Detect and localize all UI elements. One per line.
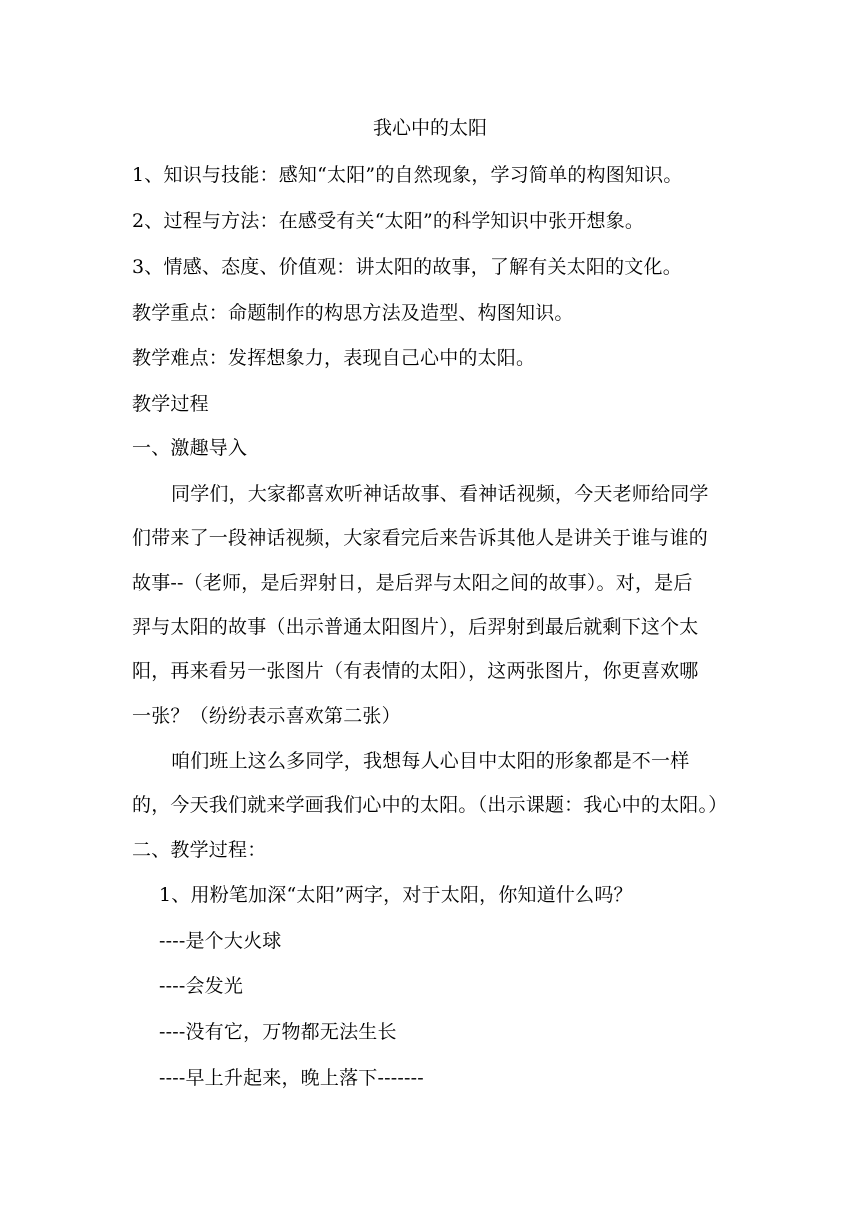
section-heading-process: 教学过程 bbox=[132, 393, 209, 415]
answer-line: ----是个大火球 bbox=[159, 930, 282, 952]
answer-line: ----早上升起来，晚上落下------- bbox=[159, 1067, 424, 1089]
section-heading-teaching-process: 二、教学过程： bbox=[132, 839, 267, 861]
document-title: 我心中的太阳 bbox=[372, 117, 487, 139]
paragraph-line: 羿与太阳的故事（出示普通太阳图片），后羿射到最后就剩下这个太 bbox=[132, 616, 699, 638]
paragraph-line: 们带来了一段神话视频，大家看完后来告诉其他人是讲关于谁与谁的 bbox=[132, 527, 709, 549]
teaching-key-point: 教学重点：命题制作的构思方法及造型、构图知识。 bbox=[132, 302, 574, 324]
paragraph-line: 故事--（老师，是后羿射日，是后羿与太阳之间的故事）。对，是后 bbox=[132, 572, 693, 594]
paragraph-line: 咱们班上这么多同学，我想每人心目中太阳的形象都是不一样 bbox=[171, 750, 690, 772]
objective-emotion-attitude: 3、情感、态度、价值观：讲太阳的故事，了解有关太阳的文化。 bbox=[132, 256, 682, 278]
paragraph-line: 的，今天我们就来学画我们心中的太阳。（出示课题：我心中的太阳。） bbox=[132, 794, 728, 816]
objective-process-method: 2、过程与方法：在感受有关“太阳”的科学知识中张开想象。 bbox=[132, 210, 645, 232]
paragraph-line: 一张？（纷纷表示喜欢第二张） bbox=[132, 705, 401, 727]
answer-line: ----会发光 bbox=[159, 975, 244, 997]
objective-knowledge-skill: 1、知识与技能：感知“太阳”的自然现象，学习简单的构图知识。 bbox=[132, 164, 683, 186]
answer-line: ----没有它，万物都无法生长 bbox=[159, 1021, 397, 1043]
paragraph-line: 阳，再来看另一张图片（有表情的太阳），这两张图片，你更喜欢哪 bbox=[132, 660, 699, 682]
section-heading-intro: 一、激趣导入 bbox=[132, 437, 248, 459]
question-line: 1、用粉笔加深“太阳”两字，对于太阳，你知道什么吗？ bbox=[159, 884, 633, 906]
paragraph-line: 同学们，大家都喜欢听神话故事、看神话视频，今天老师给同学 bbox=[171, 483, 709, 505]
teaching-difficulty: 教学难点：发挥想象力，表现自己心中的太阳。 bbox=[132, 347, 536, 369]
